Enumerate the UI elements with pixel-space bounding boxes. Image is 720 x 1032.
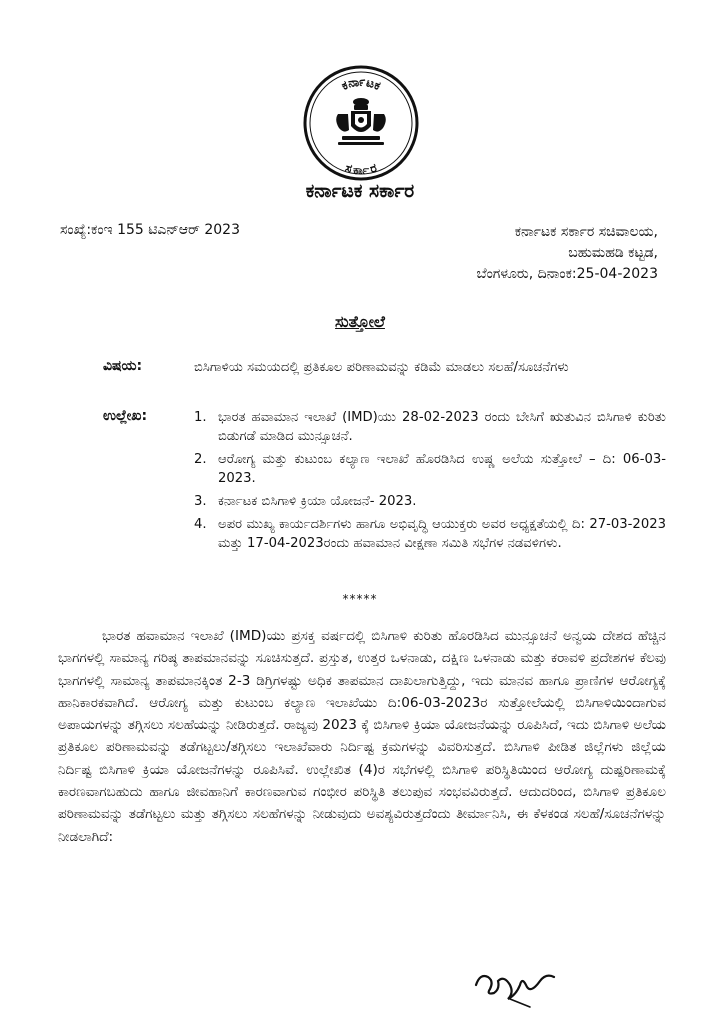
svg-text:ಕರ್ನಾಟಕ <box>339 74 383 93</box>
subject-text: ಬಿಸಿಗಾಳಿಯ ಸಮಯದಲ್ಲಿ ಪ್ರತಿಕೂಲ ಪರಿಣಾಮವನ್ನು ಕಡಿಮೆ ಮಾಡಲು ಸಲಹೆ/ಸೂಚನೆಗಳು <box>194 360 569 375</box>
subject-label: ವಿಷಯ: <box>103 358 143 374</box>
emblem-icon <box>302 64 420 182</box>
reference-item <box>194 450 666 488</box>
references-label: ಉಲ್ಲೇಖ: <box>103 408 148 424</box>
references-list <box>194 408 666 557</box>
address-line: ಬೆಂಗಳೂರು, ದಿನಾಂಕ:25-04-2023 <box>476 266 658 282</box>
reference-item <box>194 492 666 511</box>
reference-text: ಕರ್ನಾಟಕ ಬಿಸಿಗಾಳಿ ಕ್ರಿಯಾ ಯೋಜನೆ- 2023. <box>218 494 417 509</box>
address-line: ಕರ್ನಾಟಕ ಸರ್ಕಾರ ಸಚಿವಾಲಯ, <box>514 224 658 240</box>
page-title: ಕರ್ನಾಟಕ ಸರ್ಕಾರ <box>305 180 415 202</box>
reference-text: ಭಾರತ ಹವಾಮಾನ ಇಲಾಖೆ (IMD)ಯು 28-02-2023 ರಂದು ಬೇಸಿಗೆ ಋತುವಿನ ಬಿಸಿಗಾಳಿ ಕುರಿತು ಬಿಡುಗಡೆ ಮಾಡಿದ ಮುನ್ಸೂಚನೆ. <box>218 410 666 444</box>
reference-number-label: 4. <box>194 517 207 532</box>
reference-number-label: 2. <box>194 452 207 467</box>
seal-bottom-text: ಸರ್ಕಾರ <box>343 160 379 178</box>
issuing-address <box>476 222 658 285</box>
government-seal <box>302 64 420 182</box>
svg-text:ಸರ್ಕಾರ <box>344 160 379 177</box>
body-paragraph: ಭಾರತ ಹವಾಮಾನ ಇಲಾಖೆ (IMD)ಯು ಪ್ರಸಕ್ತ ವರ್ಷದಲ್ಲಿ ಬಿಸಿಗಾಳಿ ಕುರಿತು ಹೊರಡಿಸಿದ ಮುನ್ಸೂಚನೆ ಅನ್ವಯ ದೇಶದ ಹೆಚ್ಚಿನ ಭಾಗಗಳಲ್ಲಿ ಸಾಮಾನ್ಯ ಗರಿಷ್ಠ ತಾಪಮಾನವನ್ನು ಸೂಚಿಸುತ್ತದೆ. ಪ್ರಸ್ತುತ, ಉತ್ತರ ಒಳನಾಡು, ದಕ್ಷಿಣ ಒಳನಾಡು ಮತ್ತು ಕರಾವಳಿ ಪ್ರದೇಶಗಳ ಕೆಲವು ಭಾಗಗಳಲ್ಲಿ ಸಾಮಾನ್ಯ ತಾಪಮಾನಕ್ಕಿಂತ 2-3 ಡಿಗ್ರಿಗಳಷ್ಟು ಅಧಿಕ ತಾಪಮಾನ ದಾಖಲಾಗುತ್ತಿದ್ದು, ಇದು ಮಾನವ ಹಾಗೂ ಪ್ರಾಣಿಗಳ ಆರೋಗ್ಯಕ್ಕೆ ಹಾನಿಕಾರಕವಾಗಿದೆ. ಆರೋಗ್ಯ ಮತ್ತು ಕುಟುಂಬ ಕಲ್ಯಾಣ ಇಲಾಖೆಯು ದಿ:06-03-2023ರ ಸುತ್ತೋಲೆಯಲ್ಲಿ ಬಿಸಿಗಾಳಿಯಿಂದಾಗುವ ಅಪಾಯಗಳನ್ನು ತಗ್ಗಿಸಲು ಸಲಹೆಯನ್ನು ನೀಡಿರುತ್ತದೆ. ರಾಜ್ಯವು 2023 ಕ್ಕೆ ಬಿಸಿಗಾಳಿ ಕ್ರಿಯಾ ಯೋಜನೆಯನ್ನು ರೂಪಿಸಿದೆ, ಇದು ಬಿಸಿಗಾಳಿ ಅಲೆಯ ಪ್ರತಿಕೂಲ ಪರಿಣಾಮವನ್ನು ತಡೆಗಟ್ಟಲು/ತಗ್ಗಿಸಲು ಇಲಾಖೆವಾರು ನಿರ್ದಿಷ್ಟ ಕ್ರಮಗಳನ್ನು ವಿವರಿಸುತ್ತದೆ. ಬಿಸಿಗಾಳಿ ಪೀಡಿತ ಜಿಲ್ಲೆಗಳು ಜಿಲ್ಲೆಯ ನಿರ್ದಿಷ್ಟ ಬಿಸಿಗಾಳಿ ಕ್ರಿಯಾ ಯೋಜನೆಗಳನ್ನು ರೂಪಿಸಿವೆ. ಉಲ್ಲೇಖಿತ (4)ರ ಸಭೆಗಳಲ್ಲಿ ಬಿಸಿಗಾಳಿ ಪರಿಸ್ಥಿತಿಯಿಂದ ಆರೋಗ್ಯ ದುಷ್ಪರಿಣಾಮಕ್ಕೆ ಕಾರಣವಾಗಬಹುದು ಹಾಗೂ ಜೀವಹಾನಿಗೆ ಕಾರಣವಾಗುವ ಗಂಭೀರ ಪರಿಸ್ಥಿತಿ ತಲುಪುವ ಸಂಭವವಿರುತ್ತದೆ. ಆದುದರಿಂದ, ಬಿಸಿಗಾಳಿ ಪ್ರತಿಕೂಲ ಪರಿಣಾಮವನ್ನು ತಡೆಗಟ್ಟಲು ಮತ್ತು ತಗ್ಗಿಸಲು ಸಲಹೆಗಳನ್ನು ನೀಡುವುದು ಅವಶ್ಯವಿರುತ್ತದೆಂದು ತೀರ್ಮಾನಿಸಿ, ಈ ಕೆಳಕಂಡ ಸಲಹೆ/ಸೂಚನೆಗಳನ್ನು ನೀಡಲಾಗಿದೆ: <box>58 628 666 845</box>
signature <box>470 955 560 1015</box>
circular-heading: ಸುತ್ತೋಲೆ <box>335 312 385 331</box>
reference-item <box>194 408 666 446</box>
reference-item <box>194 515 666 553</box>
reference-text: ಅಪರ ಮುಖ್ಯ ಕಾರ್ಯದರ್ಶಿಗಳು ಹಾಗೂ ಅಭಿವೃದ್ಧಿ ಆಯುಕ್ತರು ಅವರ ಅಧ್ಯಕ್ಷತೆಯಲ್ಲಿ ದಿ: 27-03-2023 ಮತ್ತು 17-04-2023ರಂದು ಹವಾಮಾನ ವೀಕ್ಷಣಾ ಸಮಿತಿ ಸಭೆಗಳ ನಡವಳಿಗಳು. <box>218 517 666 551</box>
signature-icon <box>470 955 560 1015</box>
reference-number-label: 1. <box>194 410 207 425</box>
seal-top-text: ಕರ್ನಾಟಕ <box>339 74 383 93</box>
section-separator: ***** <box>342 592 378 606</box>
address-line: ಬಹುಮಹಡಿ ಕಟ್ಟಡ, <box>568 245 658 261</box>
reference-number: ಸಂಖ್ಯೆ:ಕಂಇ 155 ಟಿಎನ್‌ಆರ್ 2023 <box>60 222 240 238</box>
reference-text: ಆರೋಗ್ಯ ಮತ್ತು ಕುಟುಂಬ ಕಲ್ಯಾಣ ಇಲಾಖೆ ಹೊರಡಿಸಿದ ಉಷ್ಣ ಅಲೆಯ ಸುತ್ತೋಲೆ – ದಿ: 06-03-2023. <box>218 452 666 486</box>
reference-number-label: 3. <box>194 494 207 509</box>
